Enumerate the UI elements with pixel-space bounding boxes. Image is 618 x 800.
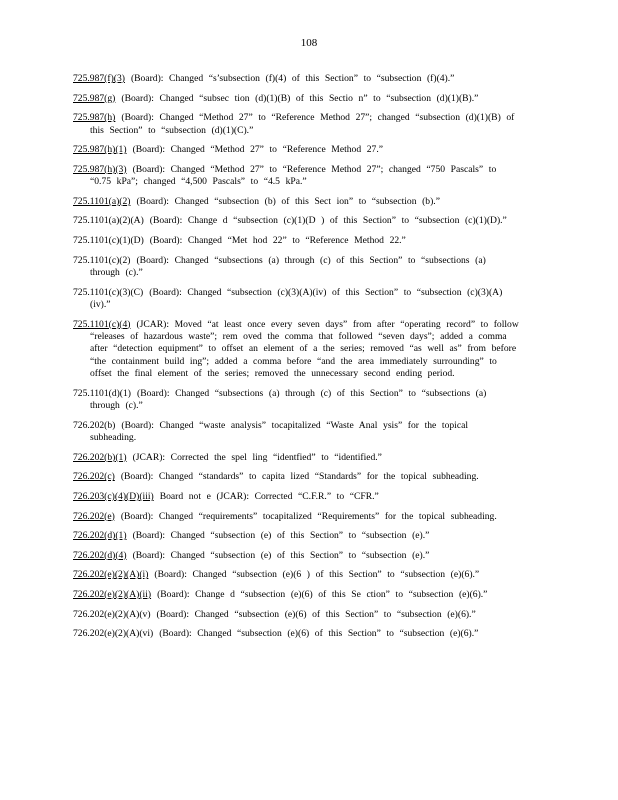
entry-list: [73, 73, 519, 648]
page-number: 108: [300, 37, 318, 49]
amendment-entry: [73, 530, 519, 542]
section-reference: 726.202(b): [73, 419, 116, 431]
section-reference: 725.1101(d)(1): [73, 387, 131, 399]
amendment-entry: [73, 93, 519, 105]
amendment-text: (Board): Changed “Met hod 22” to “Reference Method 22.”: [149, 234, 406, 246]
amendment-text: (JCAR): Moved “at least once every seven days” from after “operating record” to follow “releases of hazardous waste”; rem oved the comma that followed “seven days”; added a comma after “detection equipment” to offset an element of a the series; removed “as well as” from before “the containment build ing”; added a comma before “and the area immediately surrounding” to offset the final element of the series; removed the unnecessary second ending period.: [90, 318, 519, 380]
amendment-entry: [73, 420, 519, 445]
section-reference: 726.202(e)(2)(A)(i): [73, 569, 149, 581]
section-reference: 725.1101(c)(3)(C): [73, 286, 144, 298]
amendment-entry: [73, 569, 519, 581]
amendment-text: (Board): Changed “s’subsection (f)(4) of this Section” to “subsection (f)(4).”: [130, 73, 455, 84]
amendment-text: (Board): Changed “requirements” tocapitalized “Requirements” for the topical subheading.: [120, 510, 497, 522]
amendment-entry: [73, 73, 519, 85]
amendment-text: (Board): Changed “Method 27” to “Reference Method 27”; changed “subsection (d)(1)(B) of this Section” to “subsection (d)(1)(C).”: [90, 112, 515, 136]
amendment-entry: [73, 235, 519, 247]
amendment-entry: [73, 589, 519, 601]
section-reference: 726.202(d)(4): [73, 549, 127, 561]
amendment-text: (Board): Change d “subsection (c)(1)(D ) of this Section” to “subsection (c)(1)(D).”: [149, 215, 507, 227]
amendment-entry: [73, 628, 519, 640]
amendment-entry: [73, 511, 519, 523]
amendment-text: (Board): Changed “subsection (e)(6) of this Section” to “subsection (e)(6).”: [156, 608, 476, 620]
section-reference: 726.202(e)(2)(A)(ii): [73, 588, 152, 600]
amendment-text: (Board): Change d “subsection (e)(6) of this Se ction” to “subsection (e)(6).”: [157, 588, 488, 600]
amendment-entry: [73, 287, 519, 312]
amendment-text: (Board): Changed “Method 27” to “Reference Method 27.”: [132, 144, 384, 156]
amendment-entry: [73, 452, 519, 464]
section-reference: 725.1101(a)(2)(A): [73, 215, 144, 227]
amendment-text: (Board): Changed “standards” to capita lized “Standards” for the topical subheading.: [120, 471, 479, 483]
section-reference: 726.202(c): [73, 471, 115, 483]
section-reference: 725.1101(c)(1)(D): [73, 234, 144, 246]
section-reference: 726.203(c)(4)(D)(iii): [73, 490, 154, 502]
section-reference: 725.987(h)(3): [73, 163, 127, 175]
amendment-text: (Board): Changed “subsections (a) through (c) of this Section” to “subsections (a) through (c).”: [90, 254, 486, 278]
amendment-text: (Board): Changed “subsec tion (d)(1)(B) of this Sectio n” to “subsection (d)(1)(B).”: [121, 92, 479, 104]
section-reference: 725.987(h)(1): [73, 144, 127, 156]
amendment-text: (Board): Changed “subsection (e)(6) of this Section” to “subsection (e)(6).”: [159, 628, 479, 640]
amendment-text: (Board): Changed “subsection (e) of this Section” to “subsection (e).”: [132, 530, 430, 542]
section-reference: 725.1101(a)(2): [73, 195, 131, 207]
amendment-entry: [73, 471, 519, 483]
section-reference: 725.987(f)(3): [73, 73, 125, 84]
amendment-entry: [73, 144, 519, 156]
amendment-text: (Board): Changed “subsection (e)(6 ) of this Section” to “subsection (e)(6).”: [154, 569, 480, 581]
section-reference: 725.1101(c)(4): [73, 318, 131, 330]
section-reference: 725.1101(c)(2): [73, 254, 131, 266]
amendment-text: (Board): Changed “waste analysis” tocapitalized “Waste Anal ysis” for the topical subheading.: [90, 419, 469, 444]
amendment-text: (Board): Changed “Method 27” to “Reference Method 27”; changed “750 Pascals” to “0.75 kPa”; changed “4,500 Pascals” to “4.5 kPa.”: [90, 163, 497, 188]
amendment-entry: [73, 255, 519, 280]
amendment-text: (JCAR): Corrected the spel ling “identfied” to “identified.”: [132, 451, 382, 463]
section-reference: 725.987(h): [73, 112, 116, 124]
amendment-entry: [73, 609, 519, 621]
amendment-text: Board not e (JCAR): Corrected “C.F.R.” to “CFR.”: [159, 490, 379, 502]
section-reference: 726.202(e): [73, 510, 115, 522]
amendment-entry: [73, 388, 519, 413]
amendment-text: (Board): Changed “subsection (b) of this Sect ion” to “subsection (b).”: [136, 195, 440, 207]
amendment-text: (Board): Changed “subsection (c)(3)(A)(iv) of this Section” to “subsection (c)(3)(A)(iv).”: [90, 286, 503, 310]
section-reference: 726.202(d)(1): [73, 530, 127, 542]
amendment-entry: [73, 112, 519, 137]
amendment-entry: [73, 215, 519, 227]
amendment-entry: [73, 164, 519, 189]
section-reference: 726.202(b)(1): [73, 451, 127, 463]
amendment-entry: [73, 550, 519, 562]
amendment-entry: [73, 491, 519, 503]
amendment-entry: [73, 319, 519, 381]
amendment-entry: [73, 196, 519, 208]
amendment-text: (Board): Changed “subsection (e) of this Section” to “subsection (e).”: [132, 549, 430, 561]
section-reference: 726.202(e)(2)(A)(vi): [73, 628, 154, 640]
section-reference: 726.202(e)(2)(A)(v): [73, 608, 151, 620]
section-reference: 725.987(g): [73, 92, 116, 104]
amendment-text: (Board): Changed “subsections (a) through (c) of this Section” to “subsections (a) through (c).”: [90, 387, 487, 412]
